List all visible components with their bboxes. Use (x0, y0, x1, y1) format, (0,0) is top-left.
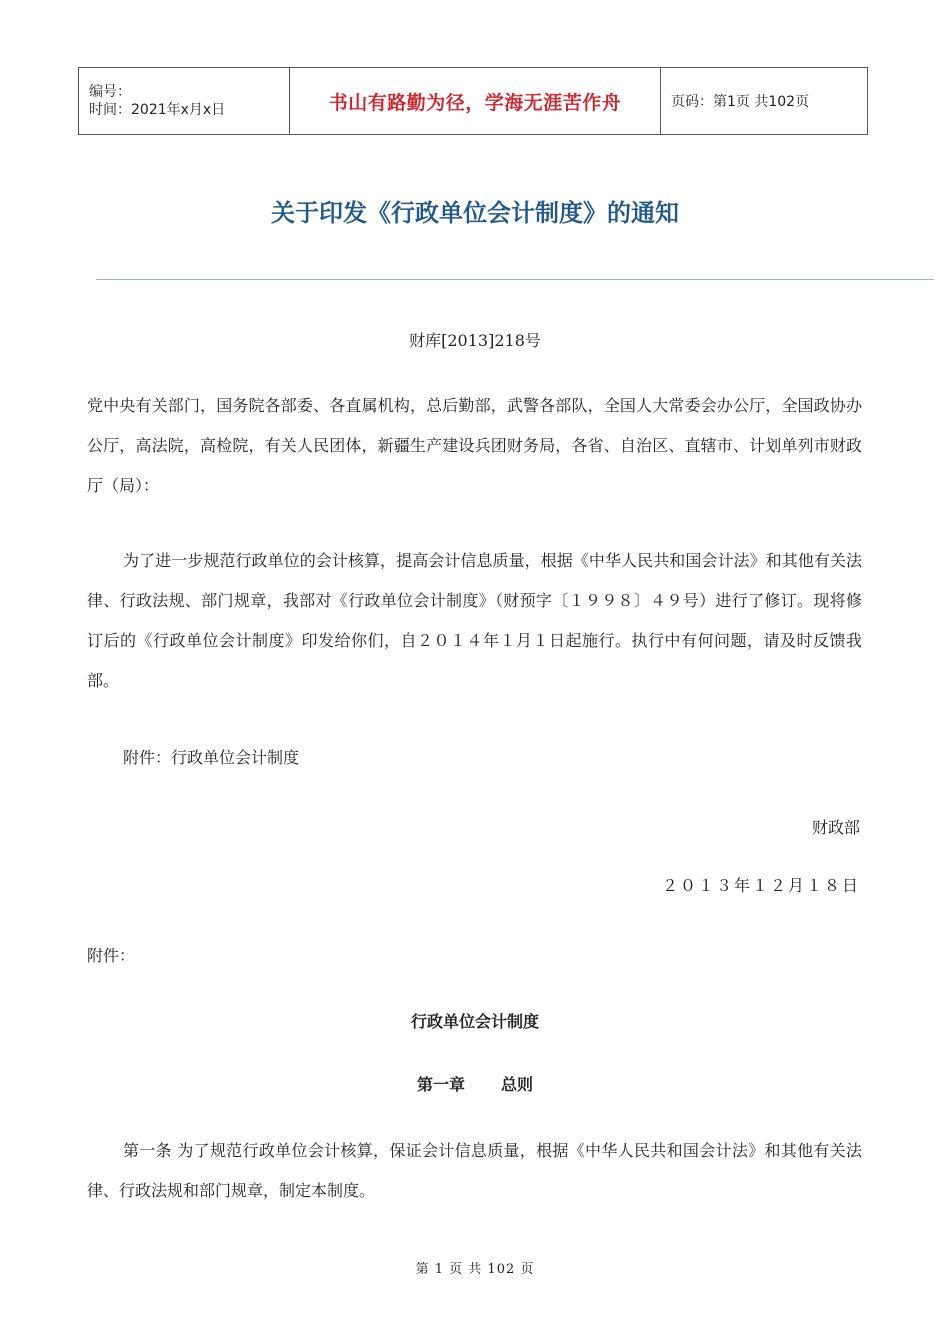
header-meta-cell (79, 68, 290, 135)
header-page-info: 页码：第1页 共102页 (661, 68, 868, 135)
chapter-number: 第一章 (416, 1075, 465, 1094)
addressees-paragraph: 党中央有关部门，国务院各部委、各直属机构，总后勤部，武警各部队，全国人大常委会办公厅，全国政协办公厅，高法院，高检院，有关人民团体，新疆生产建设兵团财务局，各省、自治区、直辖市、计划单列市财政厅（局）： (87, 396, 862, 495)
attachment-line: 附件：行政单位会计制度 (123, 748, 300, 767)
document-title: 关于印发《行政单位会计制度》的通知 (271, 199, 679, 227)
body-paragraph: 为了进一步规范行政单位的会计核算，提高会计信息质量，根据《中华人民共和国会计法》和其他有关法律、行政法规、部门规章，我部对《行政单位会计制度》（财预字〔１９９８〕４９号）进行了修订。现将修订后的《行政单位会计制度》印发给你们，自２０１４年１月１日起施行。执行中有何问题，请及时反馈我部。 (87, 551, 862, 690)
chapter-name: 总则 (501, 1075, 534, 1094)
time-label: 时间：2021年x月x日 (89, 102, 226, 118)
title-divider (96, 279, 934, 280)
issue-date: ２０１３年１２月１８日 (661, 876, 860, 895)
document-header (78, 67, 868, 135)
attachment-heading: 附件： (87, 946, 136, 965)
chapter-heading (0, 1072, 950, 1095)
signature: 财政部 (811, 818, 860, 837)
header-motto: 书山有路勤为径，学海无涯苦作舟 (290, 68, 661, 135)
number-label: 编号： (89, 84, 131, 100)
document-number: 财库[2013]218号 (409, 331, 541, 350)
article-1-paragraph: 第一条 为了规范行政单位会计核算，保证会计信息质量，根据《中华人民共和国会计法》和其他有关法律、行政法规和部门规章，制定本制度。 (87, 1141, 862, 1200)
system-title: 行政单位会计制度 (410, 1012, 539, 1031)
page-footer: 第 1 页 共 102 页 (415, 1262, 535, 1277)
